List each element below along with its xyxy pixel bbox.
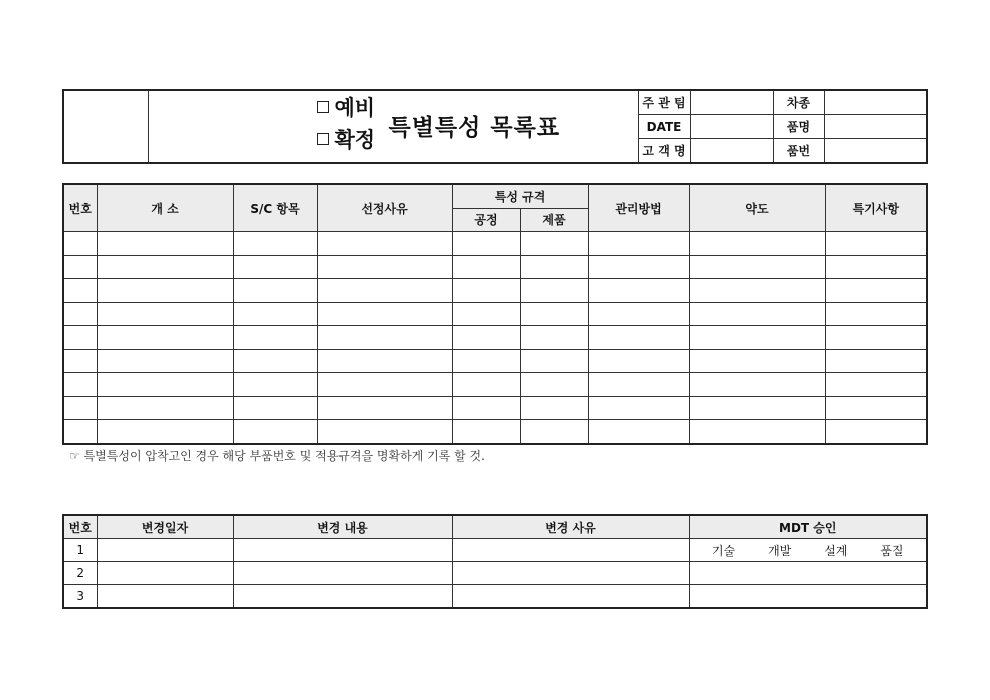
rev-content-cell[interactable]: [233, 562, 452, 585]
table-cell[interactable]: [520, 232, 588, 256]
table-cell[interactable]: [825, 420, 927, 444]
table-cell[interactable]: [452, 373, 520, 397]
table-cell[interactable]: [233, 302, 317, 326]
mdt-role-tech: 기술: [711, 543, 736, 558]
table-cell[interactable]: [97, 279, 233, 303]
checkbox-icon[interactable]: [317, 101, 329, 113]
logo-cell: [63, 90, 148, 163]
table-cell[interactable]: [520, 396, 588, 420]
table-cell[interactable]: [520, 349, 588, 373]
check-label: 예비: [334, 96, 376, 120]
table-cell[interactable]: [588, 279, 689, 303]
table-cell[interactable]: [520, 302, 588, 326]
col-header-process: 공정: [452, 208, 520, 232]
title-cell: [148, 90, 638, 163]
table-cell[interactable]: [588, 420, 689, 444]
rev-reason-cell[interactable]: [452, 585, 689, 609]
table-cell[interactable]: [452, 326, 520, 350]
table-cell[interactable]: [588, 349, 689, 373]
table-cell[interactable]: [825, 255, 927, 279]
rev-row-number: 2: [63, 562, 97, 585]
table-cell[interactable]: [689, 396, 825, 420]
table-cell[interactable]: [233, 396, 317, 420]
table-cell[interactable]: [689, 349, 825, 373]
table-cell[interactable]: [97, 255, 233, 279]
table-cell[interactable]: [233, 326, 317, 350]
table-cell[interactable]: [233, 349, 317, 373]
table-cell[interactable]: [588, 255, 689, 279]
table-cell[interactable]: [452, 349, 520, 373]
col-header-sc: S/C 항목: [233, 184, 317, 232]
rev-header-reason: 변경 사유: [452, 515, 689, 539]
table-cell[interactable]: [63, 255, 97, 279]
col-header-spec: 특성 규격: [452, 184, 588, 208]
rev-row-number: 3: [63, 585, 97, 609]
table-cell[interactable]: [63, 232, 97, 256]
table-cell[interactable]: [825, 232, 927, 256]
mdt-sign-cell[interactable]: [689, 585, 927, 609]
page-title: 특별특성 목록표: [388, 115, 561, 141]
table-cell[interactable]: [233, 232, 317, 256]
field-label-vehicle: 차종: [773, 90, 824, 115]
mdt-role-quality: 품질: [880, 543, 904, 558]
rev-header-no: 번호: [63, 515, 97, 539]
rev-reason-cell[interactable]: [452, 539, 689, 562]
table-cell[interactable]: [825, 349, 927, 373]
table-cell[interactable]: [317, 232, 452, 256]
table-cell[interactable]: [63, 420, 97, 444]
rev-content-cell[interactable]: [233, 585, 452, 609]
table-cell[interactable]: [689, 232, 825, 256]
table-cell[interactable]: [452, 302, 520, 326]
checkbox-icon[interactable]: [317, 133, 329, 145]
table-cell[interactable]: [233, 255, 317, 279]
table-cell[interactable]: [689, 302, 825, 326]
table-cell[interactable]: [689, 420, 825, 444]
table-row: [63, 255, 927, 279]
table-cell[interactable]: [689, 279, 825, 303]
table-cell[interactable]: [97, 326, 233, 350]
check-option-preliminary[interactable]: [317, 93, 387, 125]
field-value-part-number[interactable]: [824, 139, 927, 164]
field-label-customer: 고 객 명: [638, 139, 690, 164]
table-row: [63, 420, 927, 444]
rev-header-content: 변경 내용: [233, 515, 452, 539]
table-cell[interactable]: [233, 420, 317, 444]
mdt-roles-cell: [689, 539, 927, 562]
mdt-role-design: 설계: [824, 543, 848, 558]
rev-header-mdt: MDT 승인: [689, 515, 927, 539]
table-cell[interactable]: [317, 396, 452, 420]
field-value-date[interactable]: [690, 115, 773, 139]
instruction-note: ☞ 특별특성이 압착고인 경우 해당 부품번호 및 적용규격을 명확하게 기록 할 것.: [69, 449, 485, 463]
table-cell[interactable]: [452, 255, 520, 279]
table-cell[interactable]: [588, 373, 689, 397]
table-cell[interactable]: [520, 373, 588, 397]
table-cell[interactable]: [63, 396, 97, 420]
check-options: [317, 93, 387, 157]
table-row: [63, 232, 927, 256]
table-cell[interactable]: [63, 326, 97, 350]
field-label-part-number: 품번: [773, 139, 824, 164]
table-row: [63, 396, 927, 420]
col-header-place: 개 소: [97, 184, 233, 232]
field-label-team: 주 관 팀: [638, 90, 690, 115]
table-cell[interactable]: [317, 373, 452, 397]
table-cell[interactable]: [520, 255, 588, 279]
col-header-no: 번호: [63, 184, 97, 232]
rev-row-number: 1: [63, 539, 97, 562]
col-header-reason: 선정사유: [317, 184, 452, 232]
table-cell[interactable]: [825, 373, 927, 397]
characteristics-table: [62, 183, 928, 445]
rev-date-cell[interactable]: [97, 539, 233, 562]
field-value-vehicle[interactable]: [824, 90, 927, 115]
table-cell[interactable]: [825, 396, 927, 420]
table-cell[interactable]: [588, 326, 689, 350]
table-cell[interactable]: [520, 420, 588, 444]
rev-reason-cell[interactable]: [452, 562, 689, 585]
table-cell[interactable]: [689, 255, 825, 279]
rev-date-cell[interactable]: [97, 562, 233, 585]
table-cell[interactable]: [689, 326, 825, 350]
table-cell[interactable]: [97, 232, 233, 256]
table-cell[interactable]: [317, 326, 452, 350]
table-cell[interactable]: [233, 279, 317, 303]
field-value-part-name[interactable]: [824, 115, 927, 139]
check-label: 확정: [334, 128, 376, 152]
table-row: [63, 349, 927, 373]
table-cell[interactable]: [825, 326, 927, 350]
table-cell[interactable]: [825, 279, 927, 303]
table-cell[interactable]: [452, 396, 520, 420]
check-option-confirmed[interactable]: [317, 125, 387, 157]
table-cell[interactable]: [588, 396, 689, 420]
table-cell[interactable]: [520, 326, 588, 350]
table-cell[interactable]: [317, 349, 452, 373]
table-row: [63, 279, 927, 303]
table-cell[interactable]: [317, 420, 452, 444]
table-cell[interactable]: [689, 373, 825, 397]
field-value-team[interactable]: [690, 90, 773, 115]
col-header-method: 관리방법: [588, 184, 689, 232]
table-cell[interactable]: [97, 349, 233, 373]
table-cell[interactable]: [233, 373, 317, 397]
table-cell[interactable]: [97, 420, 233, 444]
col-header-remarks: 특기사항: [825, 184, 927, 232]
table-row: [63, 326, 927, 350]
table-row: [63, 373, 927, 397]
table-cell[interactable]: [452, 420, 520, 444]
table-cell[interactable]: [825, 302, 927, 326]
table-cell[interactable]: [588, 232, 689, 256]
field-label-part-name: 품명: [773, 115, 824, 139]
table-cell[interactable]: [588, 302, 689, 326]
col-header-symbol: 약도: [689, 184, 825, 232]
table-cell[interactable]: [97, 396, 233, 420]
characteristics-rows: [63, 232, 927, 444]
rev-date-cell[interactable]: [97, 585, 233, 609]
table-cell[interactable]: [452, 279, 520, 303]
table-cell[interactable]: [317, 279, 452, 303]
field-value-customer[interactable]: [690, 139, 773, 164]
table-cell[interactable]: [63, 373, 97, 397]
table-cell[interactable]: [97, 302, 233, 326]
table-cell[interactable]: [63, 349, 97, 373]
table-cell[interactable]: [452, 232, 520, 256]
mdt-role-dev: 개발: [768, 543, 792, 558]
mdt-sign-cell[interactable]: [689, 562, 927, 585]
table-cell[interactable]: [317, 302, 452, 326]
header-block: [62, 89, 928, 164]
revision-table: [62, 514, 928, 609]
col-header-product: 제품: [520, 208, 588, 232]
table-cell[interactable]: [97, 373, 233, 397]
field-label-date: DATE: [638, 115, 690, 139]
table-cell[interactable]: [317, 255, 452, 279]
table-cell[interactable]: [63, 279, 97, 303]
table-cell[interactable]: [63, 302, 97, 326]
rev-content-cell[interactable]: [233, 539, 452, 562]
rev-header-date: 변경일자: [97, 515, 233, 539]
table-row: [63, 302, 927, 326]
table-cell[interactable]: [520, 279, 588, 303]
